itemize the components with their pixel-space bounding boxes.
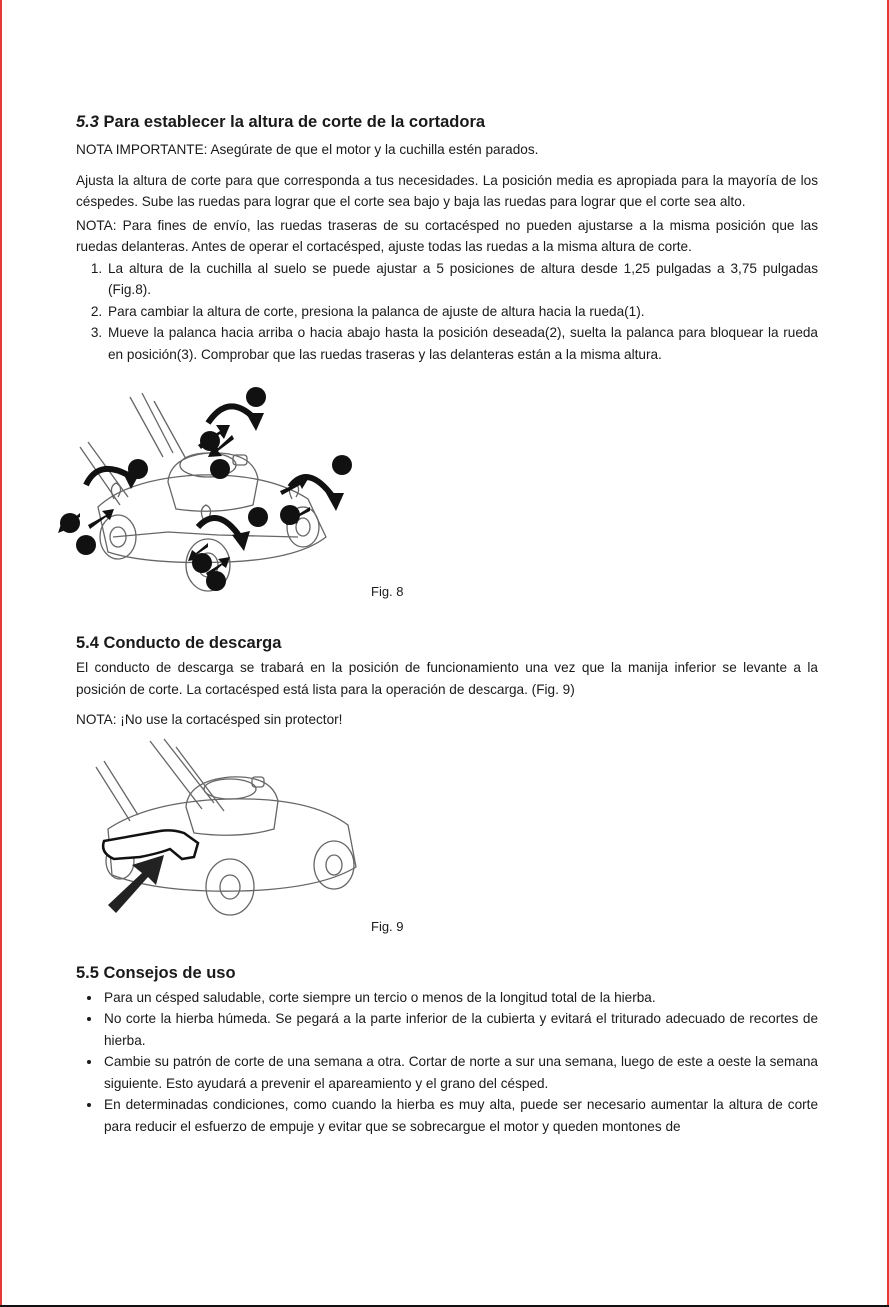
shipping-note: NOTA: Para fines de envío, las ruedas traseras de su cortacésped no pueden ajustarse a la misma posición que las ruedas delanteras. Antes de operar el cortacésped, ajuste todas las ruedas a la misma altura de corte. bbox=[76, 217, 818, 254]
section-5-5-title: 5.5 Consejos de uso bbox=[76, 963, 236, 982]
mower-discharge-illustration bbox=[90, 737, 380, 927]
section-number: 5.3 bbox=[76, 113, 99, 131]
section-title-text: Para establecer la altura de corte de la cortadora bbox=[103, 113, 486, 131]
figure-9 bbox=[76, 737, 818, 963]
left-edge-line bbox=[0, 0, 2, 1307]
figure-8-caption: Fig. 8 bbox=[371, 584, 404, 599]
mower-height-adjust-illustration bbox=[58, 387, 358, 607]
list-item: • No corte la hierba húmeda. Se pegará a la parte inferior de la cubierta y evitará el triturado adecuado de recortes de hierba. bbox=[102, 1008, 818, 1051]
intro-paragraph: Ajusta la altura de corte para que corresponda a tus necesidades. La posición media es apropiada para la mayoría de los céspedes. Sube las ruedas para lograr que el corte sea bajo y baja las ruedas para lograr que el corte sea alto. bbox=[76, 172, 818, 209]
adjust-steps-list bbox=[76, 258, 818, 366]
discharge-note: NOTA: ¡No use la cortacésped sin protector! bbox=[76, 712, 343, 727]
discharge-paragraph: El conducto de descarga se trabará en la posición de funcionamiento una vez que la manija inferior se levante a la posición de corte. La cortacésped está lista para la operación de descarga. (Fig. 9) bbox=[76, 660, 818, 697]
usage-tips-list bbox=[76, 987, 818, 1138]
important-note: NOTA IMPORTANTE: Asegúrate de que el motor y la cuchilla estén parados. bbox=[76, 142, 539, 157]
section-5-3-title bbox=[76, 112, 818, 132]
list-item: 1. La altura de la cuchilla al suelo se puede ajustar a 5 posiciones de altura desde 1,25 pulgadas a 3,75 pulgadas (Fig.8). bbox=[106, 258, 818, 301]
document-page bbox=[76, 112, 818, 1137]
figure-9-caption: Fig. 9 bbox=[371, 918, 404, 934]
list-item: 2. Para cambiar la altura de corte, presiona la palanca de ajuste de altura hacia la rueda(1). bbox=[106, 301, 818, 323]
list-item: 3. Mueve la palanca hacia arriba o hacia abajo hasta la posición deseada(2), suelta la palanca para bloquear la rueda en posición(3). Comprobar que las ruedas traseras y las delanteras están a la misma altura. bbox=[106, 322, 818, 365]
figure-8 bbox=[76, 387, 818, 633]
list-item: • En determinadas condiciones, como cuando la hierba es muy alta, puede ser necesario aumentar la altura de corte para reducir el esfuerzo de empuje y evitar que se sobrecargue el motor y queden montones de bbox=[102, 1094, 818, 1137]
list-item: • Para un césped saludable, corte siempre un tercio o menos de la longitud total de la hierba. bbox=[102, 987, 818, 1009]
section-5-4-title: 5.4 Conducto de descarga bbox=[76, 634, 282, 652]
list-item: • Cambie su patrón de corte de una semana a otra. Cortar de norte a sur una semana, luego de este a oeste la semana siguiente. Esto ayudará a prevenir el apareamiento y el grano del césped. bbox=[102, 1051, 818, 1094]
